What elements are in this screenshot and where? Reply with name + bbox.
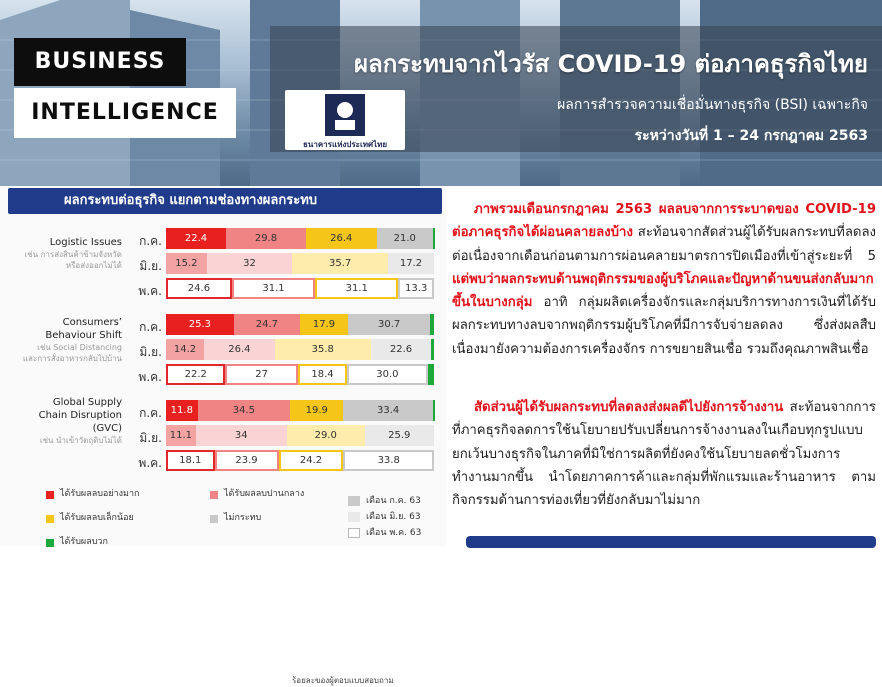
- legend-label: ได้รับผลลบปานกลาง: [224, 489, 305, 499]
- bar-segment: 35.7: [292, 253, 388, 274]
- summary-highlight: ภาพรวมเดือนกรกฎาคม 2563 ผลลบจากการระบาดของ COVID-19 ต่อภาคธุรกิจได้ผ่อนคลายลงบ้าง: [452, 202, 876, 241]
- bar-segment: 34.5: [198, 400, 290, 421]
- summary-text: สะท้อนจากการที่ภาคธุรกิจลดการใช้นโยบายปรับเปลี่ยนการจ้างงานลงในเกือบทุกรูปแบบ ยกเว้นบางธุรกิจในภาคที่มิใช่การผลิตที่ยังคงใช้นโยบายลดชั่วโมงการทำงานมากขึ้น นำโดยภาคการค้าและกลุ่มที่พักแรมและร้านอาหาร ตามกิจกรรมด้านการท่องเที่ยวที่ยังกลับมาไม่มาก: [452, 400, 876, 509]
- month-label: พ.ค.: [138, 284, 162, 298]
- bot-logo: [285, 90, 405, 150]
- month-legend-swatch: [348, 528, 360, 538]
- legend-swatch: [46, 515, 54, 523]
- category-example: เช่น การส่งสินค้าข้ามจังหวัด: [24, 250, 122, 259]
- category-example: หรือส่งออกไม่ได้: [65, 261, 122, 270]
- category-label: Global Supply: [52, 397, 122, 408]
- category-label: Chain Disruption: [38, 410, 122, 421]
- bar-segment: 19.9: [290, 400, 343, 421]
- month-label: พ.ค.: [138, 370, 162, 384]
- bar-segment: 30.7: [348, 314, 430, 335]
- month-label: มิ.ย.: [139, 345, 162, 359]
- month-label: ก.ค.: [139, 406, 162, 420]
- category-label: Behaviour Shift: [45, 330, 122, 341]
- bar-segment: 22.6: [371, 339, 432, 360]
- summary-highlight: แต่พบว่าผลกระทบด้านพฤติกรรมของผู้บริโภคและปัญหาด้านขนส่งกลับมากขึ้นในบางกลุ่ม: [452, 271, 874, 311]
- legend-label: ได้รับผลลบเล็กน้อย: [60, 513, 134, 523]
- logo-caption: ธนาคารแห่งประเทศไทย: [302, 140, 388, 149]
- header-banner: [0, 0, 882, 186]
- bar-segment: 11.1: [166, 425, 196, 446]
- bar-segment: 31.1: [232, 278, 315, 299]
- bar-segment: 26.4: [204, 339, 275, 360]
- bar-segment: 23.9: [215, 450, 279, 471]
- summary-text: สะท้อนจากสัดส่วนผู้ได้รับผลกระทบที่ลดลงต่อเนื่องจากเดือนก่อนตามการผ่อนคลายมาตรการปิดเมืองที่เข้าสู่ระยะที่ 5: [452, 225, 876, 264]
- category-label: Logistic Issues: [49, 237, 122, 248]
- month-label: พ.ค.: [138, 456, 162, 470]
- bar-segment-positive: [428, 364, 434, 385]
- bar-segment: 29.8: [226, 228, 306, 249]
- month-label: ก.ค.: [139, 320, 162, 334]
- bot-emblem-icon: [325, 94, 365, 136]
- bar-segment: 11.8: [166, 400, 198, 421]
- bar-segment: 24.7: [234, 314, 300, 335]
- month-label: ก.ค.: [139, 234, 162, 248]
- legend-label: ได้รับผลลบอย่างมาก: [60, 489, 140, 499]
- summary-paragraph-1: [452, 198, 876, 361]
- bar-segment: 31.1: [315, 278, 398, 299]
- category-label: (GVC): [92, 423, 122, 434]
- brand-business: BUSINESS: [14, 38, 186, 86]
- category-example: เช่น นำเข้าวัตถุดิบไม่ได้: [39, 436, 122, 445]
- bar-segment: 21.0: [377, 228, 433, 249]
- month-legend-swatch: [348, 496, 360, 506]
- bar-segment-positive: [430, 314, 434, 335]
- bar-segment: 18.4: [298, 364, 347, 385]
- bar-segment: 18.1: [166, 450, 215, 471]
- month-label: มิ.ย.: [139, 259, 162, 273]
- bar-segment-positive: [433, 228, 435, 249]
- bar-segment: 17.2: [388, 253, 434, 274]
- bar-segment: 33.8: [343, 450, 434, 471]
- bar-segment: 26.4: [306, 228, 377, 249]
- legend-swatch: [210, 515, 218, 523]
- page-title: ผลกระทบจากไวรัส COVID-19 ต่อภาคธุรกิจไทย: [353, 50, 868, 78]
- month-legend-label: เดือน พ.ค. 63: [366, 528, 422, 538]
- category-example: เช่น Social Distancing: [37, 343, 122, 352]
- month-legend-label: เดือน มิ.ย. 63: [366, 512, 421, 522]
- bar-segment: 22.4: [166, 228, 226, 249]
- category-example: และการสั่งอาหารกลับไปบ้าน: [22, 354, 122, 363]
- bar-segment: 29.0: [287, 425, 365, 446]
- bar-segment: 32: [207, 253, 293, 274]
- bar-segment: 25.3: [166, 314, 234, 335]
- bar-segment: 13.3: [398, 278, 434, 299]
- bar-segment: 35.8: [275, 339, 371, 360]
- brand-intelligence: INTELLIGENCE: [14, 88, 236, 138]
- bar-segment: 14.2: [166, 339, 204, 360]
- legend-label: ไม่กระทบ: [224, 513, 262, 523]
- bar-segment: 33.4: [343, 400, 433, 421]
- bar-segment: 24.2: [279, 450, 344, 471]
- unit-note: ร้อยละของผู้ตอบแบบสอบถาม: [292, 676, 394, 685]
- chart-title: ผลกระทบต่อธุรกิจ แยกตามช่องทางผลกระทบ: [8, 188, 442, 214]
- chart-panel: [0, 186, 446, 685]
- bar-segment: 22.2: [166, 364, 225, 385]
- summary-text: อาทิ กลุ่มผลิตเครื่องจักรและกลุ่มบริการทางการเงินที่ได้รับผลกระทบทางลบจากพฤติกรรมผู้บริโภคที่มีการจับจ่ายลดลง ซึ่งส่งผลสืบเนื่องมายังความต้องการเครื่องจักร การขยายสินเชื่อ รวมถึงคุณภาพสินเชื่อ: [452, 295, 876, 357]
- bar-segment-positive: [431, 339, 434, 360]
- footer-bar: [466, 536, 876, 548]
- summary-highlight: สัดส่วนผู้ได้รับผลกระทบที่ลดลงส่งผลดีไปยังการจ้างงาน: [474, 400, 784, 415]
- bar-segment: 15.2: [166, 253, 207, 274]
- legend-label: ได้รับผลบวก: [60, 537, 108, 547]
- bar-segment: 34: [196, 425, 287, 446]
- bar-segment: 24.6: [166, 278, 232, 299]
- summary-panel: [446, 186, 882, 546]
- legend-swatch: [46, 491, 54, 499]
- bar-segment: 27: [225, 364, 297, 385]
- survey-period: ระหว่างวันที่ 1 – 24 กรกฎาคม 2563: [634, 128, 868, 144]
- legend-swatch: [210, 491, 218, 499]
- bar-segment: 30.0: [347, 364, 427, 385]
- summary-paragraph-2: [452, 396, 876, 512]
- month-label: มิ.ย.: [139, 431, 162, 445]
- month-legend-label: เดือน ก.ค. 63: [366, 496, 421, 506]
- page-subtitle: ผลการสำรวจความเชื่อมั่นทางธุรกิจ (BSI) เฉพาะกิจ: [557, 97, 868, 113]
- bar-segment: 17.9: [300, 314, 348, 335]
- category-label: Consumers’: [62, 317, 122, 328]
- month-legend-swatch: [348, 512, 360, 522]
- bar-segment-positive: [433, 400, 435, 421]
- bar-segment: 25.9: [365, 425, 434, 446]
